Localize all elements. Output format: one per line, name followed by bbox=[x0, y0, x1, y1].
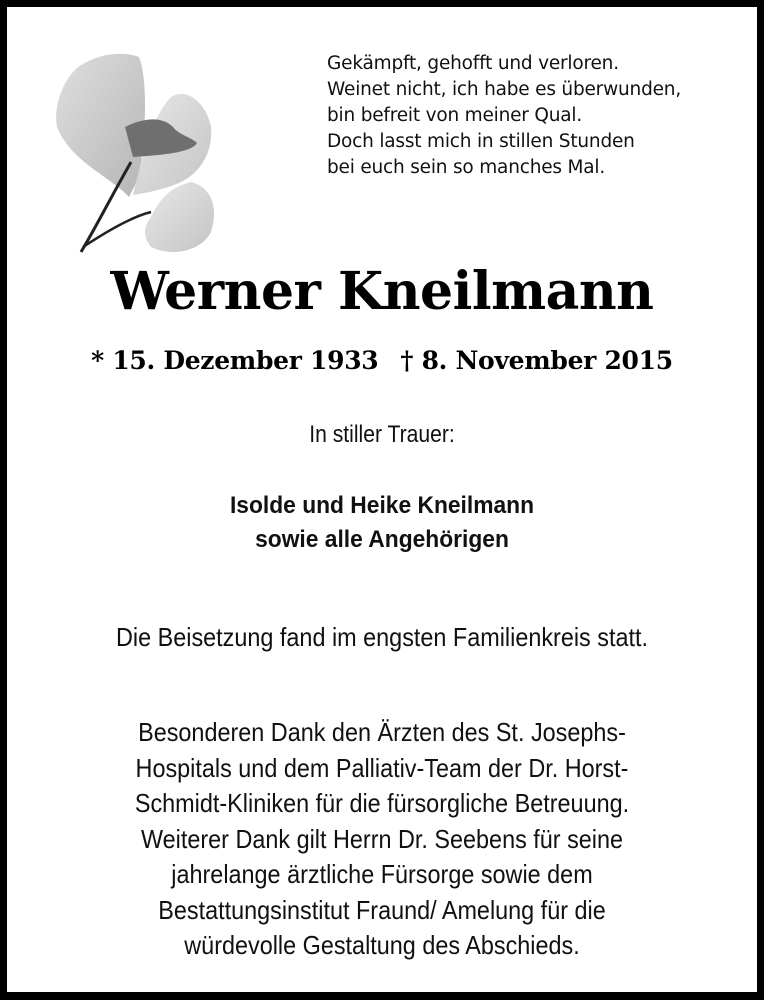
poem-line: Doch lasst mich in stillen Stunden bbox=[327, 131, 635, 152]
thanks-line: Weiterer Dank gilt Herrn Dr. Seebens für seine bbox=[140, 823, 624, 854]
ginkgo-leaf-icon bbox=[51, 47, 216, 257]
birth-date: * 15. Dezember 1933 bbox=[91, 346, 379, 375]
thanks-line: Besonderen Dank den Ärzten des St. Josephs- bbox=[138, 717, 626, 747]
mourner-line: Isolde und Heike Kneilmann bbox=[229, 492, 535, 519]
poem-line: bin befreit von meiner Qual. bbox=[327, 105, 583, 126]
mourning-label: In stiller Trauer: bbox=[309, 421, 455, 448]
thanks-line: jahrelange ärztliche Fürsorge sowie dem bbox=[171, 859, 593, 889]
thanks-line: Hospitals und dem Palliativ-Team der Dr. Horst- bbox=[135, 752, 629, 783]
poem bbox=[327, 51, 681, 181]
mourners bbox=[7, 489, 757, 557]
thanks-line: Bestattungsinstitut Fraund/ Amelung für die bbox=[158, 894, 606, 925]
poem-line: Weinet nicht, ich habe es überwunden, bbox=[327, 79, 682, 100]
death-date: † 8. November 2015 bbox=[400, 346, 673, 375]
poem-line: Gekämpft, gehofft und verloren. bbox=[327, 53, 619, 74]
life-dates bbox=[7, 343, 757, 379]
burial-note: Die Beisetzung fand im engsten Familienkreis statt. bbox=[116, 622, 648, 652]
thanks-paragraph bbox=[7, 715, 757, 964]
thanks-line: würdevolle Gestaltung des Abschieds. bbox=[184, 930, 580, 960]
poem-line: bei euch sein so manches Mal. bbox=[327, 157, 606, 178]
mourner-line: sowie alle Angehörigen bbox=[255, 526, 509, 553]
thanks-line: Schmidt-Kliniken für die fürsorgliche Betreuung. bbox=[134, 788, 630, 818]
deceased-name: Werner Kneilmann bbox=[110, 261, 654, 322]
